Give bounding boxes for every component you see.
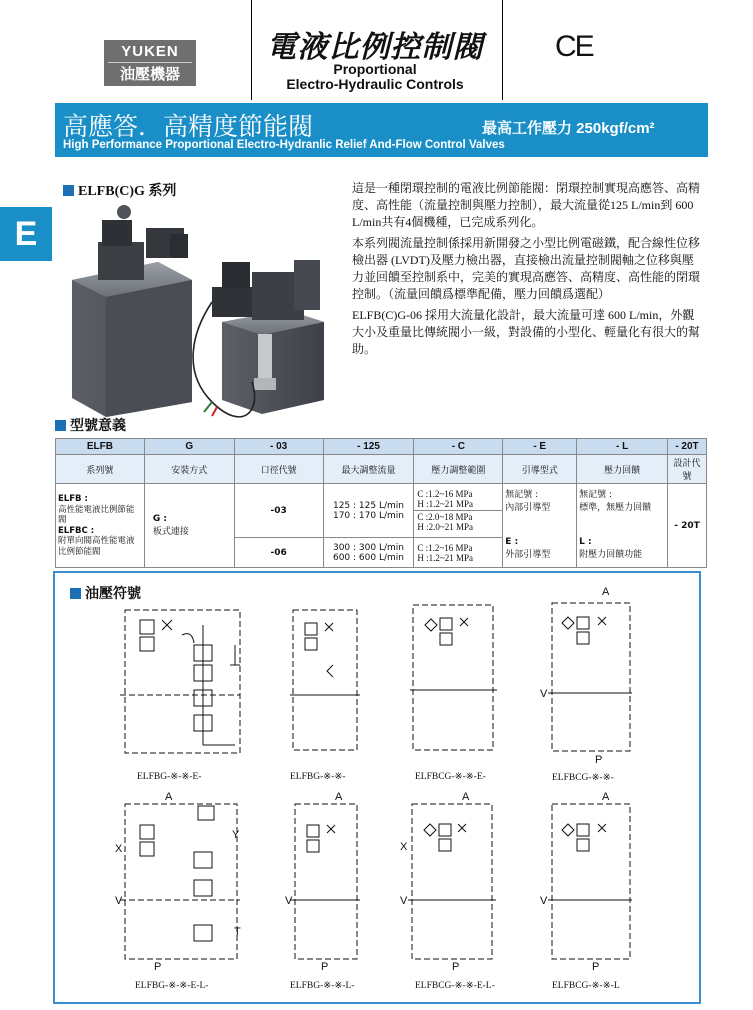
title-banner: [55, 103, 708, 157]
description-paragraph: 這是一種閉環控制的電液比例節能閥：閉環控制實現高應答、高精度、高性能（流量控制與壓力控制），最大流量從125 L/min到 600 L/min共有4個機種，已完成系列化。: [352, 181, 701, 229]
title-en-line1: Proportional: [333, 61, 417, 77]
hydraulic-symbol-4: [540, 585, 635, 765]
pressure-value: H :1.2~21 MPa: [417, 499, 474, 509]
hydraulic-symbol-8: [540, 790, 635, 975]
product-description: [352, 180, 704, 362]
port-label-v: V: [285, 895, 293, 907]
yuken-logo: [104, 40, 196, 86]
mount-desc: 板式連接: [152, 527, 189, 537]
header-cell: 引導型式: [503, 455, 577, 484]
code-cell: - L: [577, 439, 668, 455]
pilot-e-code: E :: [505, 537, 519, 547]
pressure-value: H :2.0~21 MPa: [417, 522, 474, 532]
model-code-table: [55, 438, 707, 568]
port-label-a: A: [462, 791, 470, 803]
series-heading: [63, 180, 176, 200]
description-paragraph: ELFB(C)G-06 採用大流量化設計，最大流量可達 600 L/min，外觀大小及重量比傳統閥小一級，對設備的小型化、輕量化有很大的幫助。: [352, 308, 701, 356]
header-cell: 口徑代號: [234, 455, 323, 484]
symbol-caption: ELFBCG-※-※-E-: [415, 772, 486, 782]
page-title-en: [260, 62, 490, 92]
port-label-p: P: [595, 754, 603, 765]
symbol-caption: ELFBG-※-※-L-: [290, 981, 355, 991]
hydraulic-symbol-6: [285, 790, 365, 975]
header-cell: 壓力回饋: [577, 455, 668, 484]
ce-mark: CE: [555, 30, 593, 63]
port-label-v: V: [115, 895, 123, 907]
code-cell: - E: [503, 439, 577, 455]
banner-title-en: High Performance Proportional Electro-Hydranlic Relief And-Flow Control Valves: [63, 139, 505, 151]
logo-text-zh: 油壓機器: [119, 65, 180, 83]
series-elfbc-code: ELFBC :: [58, 525, 95, 536]
pressure-value: H :1.2~21 MPa: [417, 552, 474, 563]
product-photo: [62, 202, 340, 420]
header-divider-left: [251, 0, 252, 100]
pilot-none-code: 無記號 :: [505, 490, 539, 500]
port-label-a: A: [602, 791, 610, 803]
fb-l-desc: 附壓力回饋功能: [579, 550, 643, 560]
pressure-value: C :2.0~18 MPa: [417, 512, 473, 522]
header-cell: 安裝方式: [144, 455, 234, 484]
code-cell: - C: [414, 439, 503, 455]
header-cell: 最大調整流量: [323, 455, 414, 484]
pressure-cell: [414, 484, 503, 538]
model-section-title: 型號意義: [70, 418, 126, 434]
hydraulic-symbol-2: [285, 605, 365, 755]
size-cell: -06: [234, 538, 323, 568]
port-label-x: X: [115, 843, 123, 855]
header-divider-right: [502, 0, 503, 100]
flow-cell: [323, 484, 414, 538]
header-cell: 設計代號: [668, 455, 707, 484]
code-cell: - 125: [323, 439, 414, 455]
hydraulic-symbol-3: [405, 600, 500, 755]
symbol-caption: ELFBG-※-※-E-L-: [135, 981, 209, 991]
flow-cell: [323, 538, 414, 568]
pilot-none-desc: 內部引導型: [505, 503, 551, 513]
port-label-p: P: [452, 961, 460, 973]
hydraulic-symbol-5: [110, 790, 250, 975]
flow-value: 125 : 125 L/min: [332, 500, 404, 511]
port-label-p: P: [154, 961, 162, 973]
feedback-cell: [577, 484, 668, 568]
series-elfb-desc: 高性能電液比例節能閥: [58, 504, 135, 525]
hydraulic-symbol-1: [110, 605, 250, 760]
pilot-e-desc: 外部引導型: [505, 550, 551, 560]
description-paragraph: 本系列閥流量控制係採用新開發之小型比例電磁鐵，配合線性位移檢出器 (LVDT)及壓力檢出器，直接檢出流量控制閥軸之位移與壓力並回饋至控制系中，完美的實現高應答、高精度、高性能的閉環控制。（流量回饋爲標準配備，壓力回饋爲選配）: [352, 236, 701, 301]
hydraulic-symbol-7: [400, 790, 500, 975]
symbol-caption: ELFBG-※-※-E-: [137, 772, 202, 782]
table-header-row: [56, 455, 707, 484]
port-label-v: V: [540, 895, 548, 907]
pressure-value: C :1.2~16 MPa: [417, 542, 473, 553]
section-tab-e: E: [0, 207, 52, 261]
pressure-value: C :1.2~16 MPa: [417, 489, 473, 499]
series-elfb-code: ELFB :: [58, 494, 88, 504]
series-cell: [56, 484, 145, 568]
symbols-title: 油壓符號: [85, 586, 141, 602]
bullet-square-icon: [70, 588, 81, 599]
port-label-p: P: [321, 961, 329, 973]
model-section-heading: [55, 415, 126, 435]
symbol-caption: ELFBG-※-※-: [290, 772, 346, 782]
series-elfbc-desc: 附單向閥高性能電液比例節能閥: [58, 536, 135, 557]
code-cell: - 03: [234, 439, 323, 455]
header-cell: 壓力調整範圍: [414, 455, 503, 484]
fb-l-code: L :: [579, 537, 592, 547]
table-row: [56, 484, 707, 538]
design-cell: - 20T: [668, 484, 707, 568]
port-label-a: A: [602, 586, 610, 598]
bullet-square-icon: [63, 185, 74, 196]
symbol-caption: ELFBCG-※-※-L: [552, 981, 620, 991]
title-en-line2: Electro-Hydraulic Controls: [286, 76, 464, 92]
logo-text-en: YUKEN: [108, 42, 192, 63]
port-label-v: V: [540, 688, 548, 700]
pressure-cell: [414, 538, 503, 568]
code-cell: ELFB: [56, 439, 145, 455]
port-label-v: V: [400, 895, 408, 907]
mount-cell: [144, 484, 234, 568]
pilot-cell: [503, 484, 577, 568]
port-label-a: A: [335, 791, 343, 803]
flow-value: 600 : 600 L/min: [332, 552, 404, 563]
symbol-caption: ELFBCG-※-※-: [552, 773, 614, 783]
fb-none-code: 無記號 :: [579, 490, 613, 500]
symbol-caption: ELFBCG-※-※-E-L-: [415, 981, 495, 991]
page-title-zh: 電液比例控制閥: [266, 30, 484, 65]
mount-code: G :: [152, 514, 167, 524]
banner-title-zh: 高應答．高精度節能閥: [63, 112, 314, 141]
table-code-row: [56, 439, 707, 455]
bullet-square-icon: [55, 420, 66, 431]
port-label-x: X: [400, 841, 408, 853]
size-cell: -03: [234, 484, 323, 538]
banner-pressure: 最高工作壓力 250kgf/cm²: [482, 120, 655, 137]
port-label-p: P: [592, 961, 600, 973]
symbols-heading: [70, 583, 141, 603]
code-cell: - 20T: [668, 439, 707, 455]
port-label-t: T: [234, 926, 241, 938]
port-label-a: A: [165, 791, 173, 803]
code-cell: G: [144, 439, 234, 455]
fb-none-desc: 標準，無壓力回饋: [579, 503, 652, 513]
flow-value: 170 : 170 L/min: [332, 510, 404, 521]
flow-value: 300 : 300 L/min: [332, 542, 404, 553]
header-cell: 系列號: [56, 455, 145, 484]
series-title: ELFB(C)G 系列: [78, 184, 177, 199]
port-label-y: Y: [232, 829, 240, 841]
